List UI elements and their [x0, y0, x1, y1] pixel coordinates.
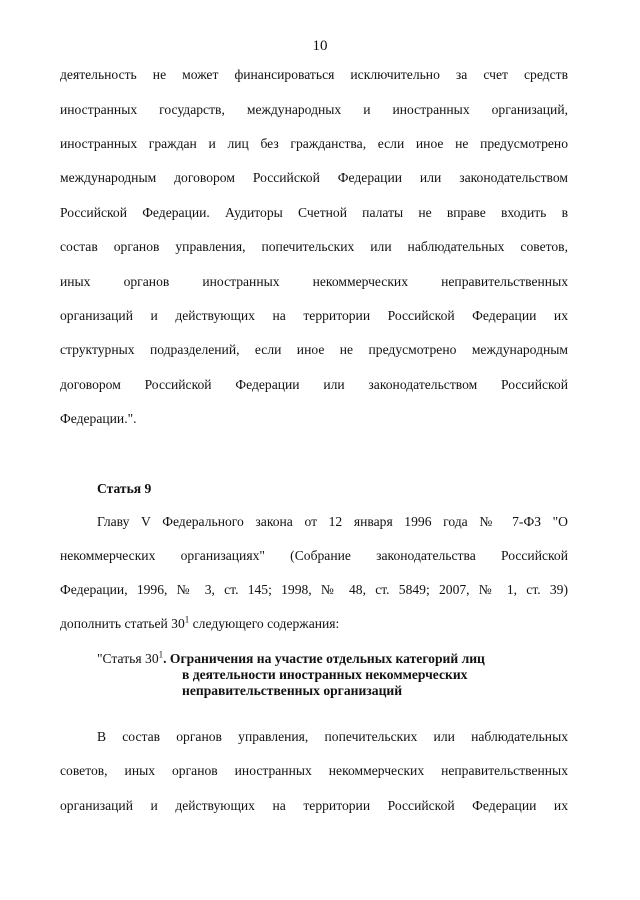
- text-line: советов, иных органов иностранных некоммерческих неправительственных: [60, 763, 568, 778]
- article-30-title-text: Ограничения на участие отдельных категорий лиц: [169, 651, 485, 666]
- text-fragment: следующего содержания:: [189, 616, 340, 631]
- text-line: организаций и действующих на территории Российской Федерации их: [60, 798, 568, 813]
- article-30-dot: .: [163, 651, 170, 666]
- text-line: Федерации.".: [60, 411, 137, 426]
- text-line: договором Российской Федерации или законодательством Российской: [60, 377, 568, 392]
- article-30-title-line: в деятельности иностранных некоммерческих: [182, 667, 468, 682]
- text-line: иных органов иностранных некоммерческих неправительственных: [60, 274, 568, 289]
- text-line: [60, 616, 568, 632]
- article-30-label: "Статья 30: [97, 651, 159, 666]
- text-line: организаций и действующих на территории Российской Федерации их: [60, 308, 568, 323]
- text-line: состав органов управления, попечительских или наблюдательных советов,: [60, 239, 568, 254]
- text-line: некоммерческих организациях" (Собрание законодательства Российской: [60, 548, 568, 563]
- text-line: международным договором Российской Федерации или законодательством: [60, 170, 568, 185]
- text-line: В состав органов управления, попечительских или наблюдательных: [97, 729, 568, 744]
- article-30-title-line: [97, 651, 485, 667]
- article-9-heading: Статья 9: [97, 481, 152, 496]
- page-number: 10: [312, 38, 328, 54]
- superscript: 1: [158, 649, 164, 660]
- text-line: Федерации, 1996, № 3, ст. 145; 1998, № 48, ст. 5849; 2007, № 1, ст. 39): [60, 582, 568, 597]
- text-line: структурных подразделений, если иное не предусмотрено международным: [60, 342, 568, 357]
- text-line: иностранных граждан и лиц без гражданства, если иное не предусмотрено: [60, 136, 568, 151]
- text-line: деятельность не может финансироваться исключительно за счет средств: [60, 67, 568, 82]
- superscript: 1: [184, 614, 190, 625]
- text-line: иностранных государств, международных и иностранных организаций,: [60, 102, 568, 117]
- text-line: Российской Федерации. Аудиторы Счетной палаты не вправе входить в: [60, 205, 568, 220]
- article-30-title-line: неправительственных организаций: [182, 683, 403, 698]
- text-line: Главу V Федерального закона от 12 января 1996 года № 7-ФЗ "О: [97, 514, 568, 529]
- text-fragment: дополнить статьей 30: [60, 616, 185, 631]
